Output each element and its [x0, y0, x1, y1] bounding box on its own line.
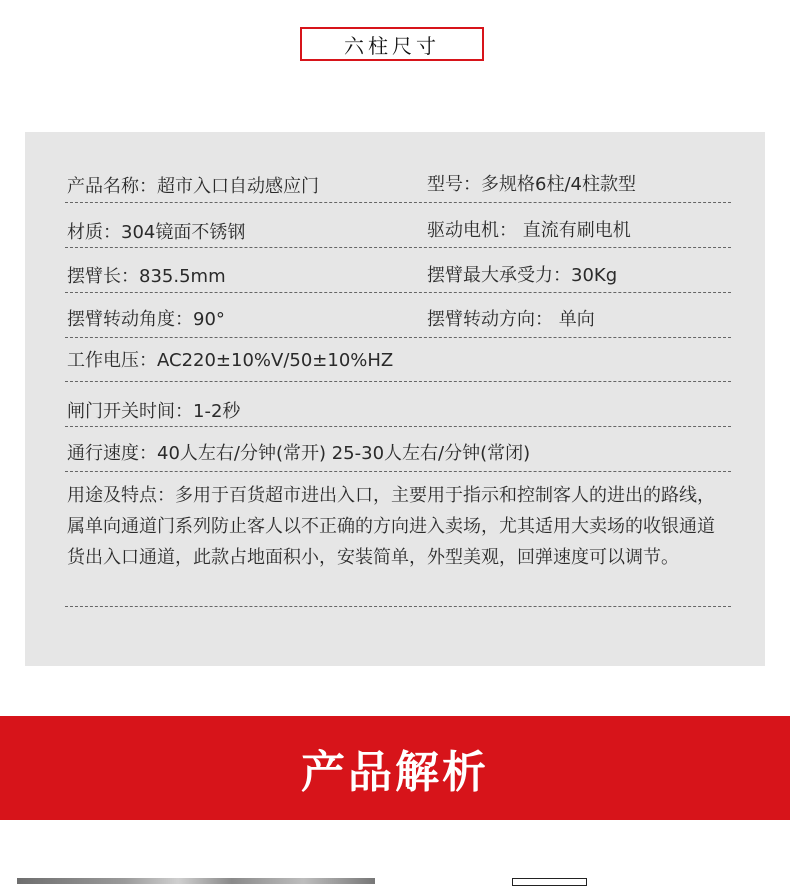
spec-row	[65, 480, 731, 607]
product-photo	[17, 878, 375, 884]
spec-row	[65, 166, 731, 203]
section-banner	[0, 716, 790, 820]
section-title: 六柱尺寸	[300, 27, 484, 61]
spec-row	[65, 382, 731, 427]
spec-model: 型号：多规格6柱/4柱款型	[427, 174, 636, 195]
spec-motor: 驱动电机： 直流有刷电机	[427, 220, 631, 241]
spec-arm-length: 摆臂长：835.5mm	[67, 266, 226, 287]
spec-material: 材质：304镜面不锈钢	[67, 222, 246, 243]
spec-max-load: 摆臂最大承受力：30Kg	[427, 265, 618, 286]
banner-title: 产品解析	[301, 747, 489, 798]
spec-voltage: 工作电压：AC220±10%V/50±10%HZ	[67, 350, 394, 371]
spec-product-name: 产品名称：超市入口自动感应门	[67, 176, 319, 197]
spec-row	[65, 338, 731, 382]
spec-rotation-direction: 摆臂转动方向： 单向	[427, 309, 595, 330]
spec-row	[65, 293, 731, 338]
spec-row	[65, 427, 731, 472]
spec-rotation-angle: 摆臂转动角度：90°	[67, 309, 225, 330]
spec-usage: 用途及特点：多用于百货超市进出入口，主要用于指示和控制客人的进出的路线，属单向通道门系列防止客人以不正确的方向进入卖场，尤其适用大卖场的收银通道 货出入口通道，此款占地面积小，安装简单，外型美观，回弹速度可以调节。	[67, 485, 715, 568]
spec-row	[65, 203, 731, 248]
spec-speed: 通行速度：40人左右/分钟(常开) 25-30人左右/分钟(常闭)	[67, 443, 531, 464]
spec-panel	[25, 132, 765, 666]
spec-row	[65, 248, 731, 293]
detail-photo-frame	[512, 878, 587, 886]
spec-switch-time: 闸门开关时间：1-2秒	[67, 401, 241, 422]
